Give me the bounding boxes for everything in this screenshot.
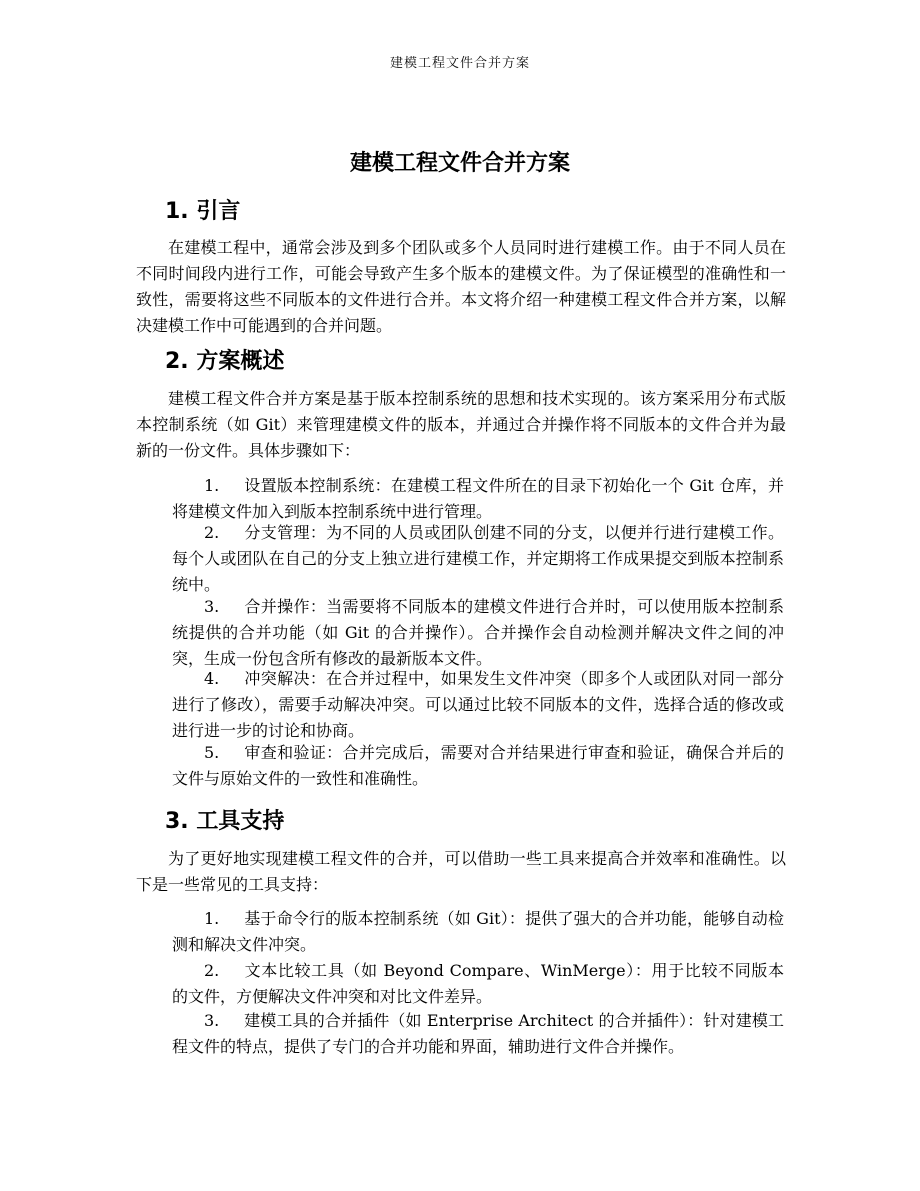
section-paragraph-tools: 为了更好地实现建模工程文件的合并，可以借助一些工具来提高合并效率和准确性。以下是一些常见的工具支持：: [136, 849, 786, 894]
list-item-text: 建模工具的合并插件（如 Enterprise Architect 的合并插件）：针对建模工程文件的特点，提供了专门的合并功能和界面，辅助进行文件合并操作。: [172, 1011, 784, 1056]
list-item: [172, 520, 784, 598]
list-item-number: 1.: [204, 909, 220, 928]
list-item-text: 分支管理：为不同的人员或团队创建不同的分支，以便并行进行建模工作。每个人或团队在自己的分支上独立进行建模工作，并定期将工作成果提交到版本控制系统中。: [172, 523, 784, 594]
list-item-text: 合并操作：当需要将不同版本的建模文件进行合并时，可以使用版本控制系统提供的合并功能（如 Git 的合并操作）。合并操作会自动检测并解决文件之间的冲突，生成一份包含所有修改的最新版本文件。: [172, 597, 784, 668]
list-item-number: 2.: [204, 961, 220, 980]
list-item-number: 2.: [204, 523, 220, 542]
document-title: 建模工程文件合并方案: [349, 151, 570, 176]
section-heading-overview: 2. 方案概述: [165, 349, 285, 374]
section-paragraph-overview: 建模工程文件合并方案是基于版本控制系统的思想和技术实现的。该方案采用分布式版本控制系统（如 Git）来管理建模文件的版本，并通过合并操作将不同版本的文件合并为最新的一份文件。具体步骤如下：: [136, 389, 786, 460]
list-item: [172, 594, 784, 672]
section-heading-tools: 3. 工具支持: [165, 809, 285, 834]
list-item-text: 文本比较工具（如 Beyond Compare、WinMerge）：用于比较不同版本的文件，方便解决文件冲突和对比文件差异。: [172, 961, 784, 1006]
list-item-text: 审查和验证：合并完成后，需要对合并结果进行审查和验证，确保合并后的文件与原始文件的一致性和准确性。: [172, 743, 784, 788]
list-item-number: 4.: [204, 669, 220, 688]
list-item-number: 3.: [204, 1011, 220, 1030]
section-paragraph-introduction: 在建模工程中，通常会涉及到多个团队或多个人员同时进行建模工作。由于不同人员在不同时间段内进行工作，可能会导致产生多个版本的建模文件。为了保证模型的准确性和一致性，需要将这些不同版本的文件进行合并。本文将介绍一种建模工程文件合并方案，以解决建模工作中可能遇到的合并问题。: [136, 238, 786, 335]
list-item: [172, 1008, 784, 1060]
list-item-text: 冲突解决：在合并过程中，如果发生文件冲突（即多个人或团队对同一部分进行了修改），需要手动解决冲突。可以通过比较不同版本的文件，选择合适的修改或进行进一步的讨论和协商。: [172, 669, 784, 740]
list-item-number: 1.: [204, 476, 220, 495]
list-item-number: 5.: [204, 743, 220, 762]
list-item: [172, 958, 784, 1010]
list-item: [172, 473, 784, 525]
list-item: [172, 666, 784, 744]
list-item-text: 设置版本控制系统：在建模工程文件所在的目录下初始化一个 Git 仓库，并将建模文件加入到版本控制系统中进行管理。: [172, 476, 784, 521]
section-heading-introduction: 1. 引言: [165, 199, 241, 224]
running-header: 建模工程文件合并方案: [389, 56, 530, 71]
list-item-text: 基于命令行的版本控制系统（如 Git）：提供了强大的合并功能，能够自动检测和解决文件冲突。: [172, 909, 784, 954]
list-item-number: 3.: [204, 597, 220, 616]
list-item: [172, 740, 784, 792]
list-item: [172, 906, 784, 958]
